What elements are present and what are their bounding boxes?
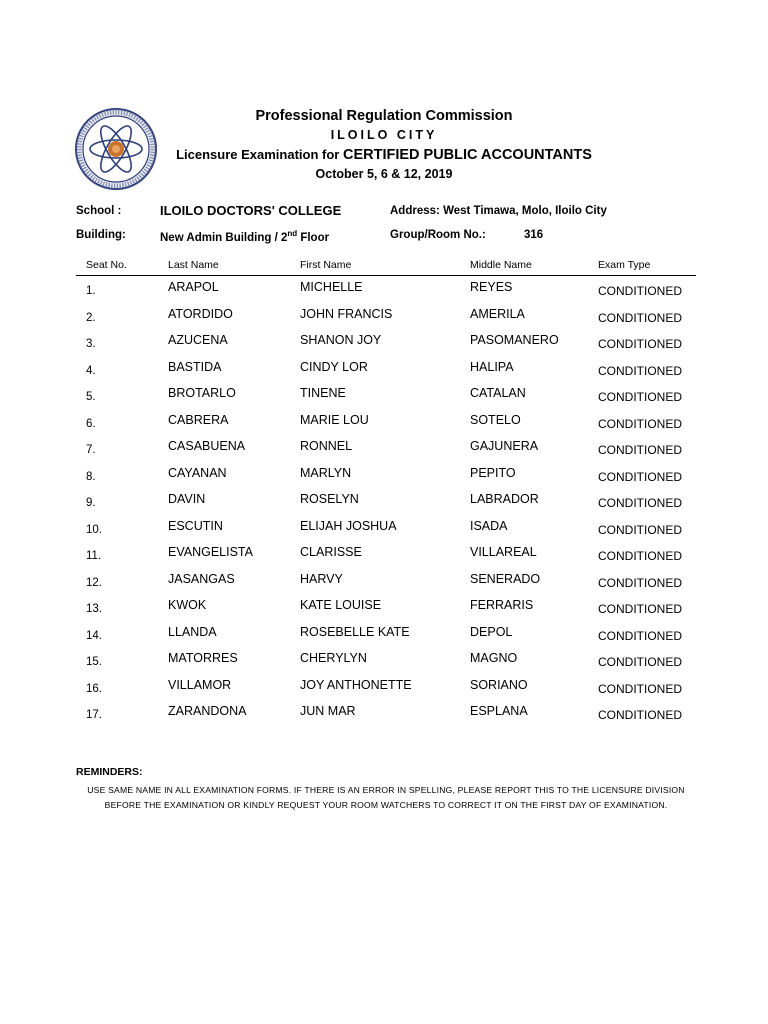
cell-seat-no: 5. [86,391,96,403]
cell-exam-type: CONDITIONED [598,602,682,616]
cell-middle-name: LABRADOR [470,492,539,506]
exam-name: CERTIFIED PUBLIC ACCOUNTANTS [342,147,592,163]
cell-first-name: CINDY LOR [300,359,368,374]
table-row [76,647,696,674]
cell-exam-type: CONDITIONED [598,628,682,643]
table-row [76,621,696,648]
header-first-name: First Name [300,259,352,271]
cell-last-name: ARAPOL [168,280,219,294]
cell-seat-no: 6. [86,417,96,430]
cell-last-name: BASTIDA [168,359,222,374]
cell-first-name: SHANON JOY [300,333,382,347]
cell-middle-name: PEPITO [470,465,516,480]
school-label: School : [76,205,122,217]
cell-middle-name: REYES [470,280,513,294]
cell-first-name: ELIJAH JOSHUA [300,518,397,533]
cell-seat-no: 13. [86,603,102,615]
cell-seat-no: 2. [86,311,96,324]
cell-first-name: ROSELYN [300,492,359,506]
cell-last-name: CASABUENA [168,439,246,453]
cell-seat-no: 15. [86,656,102,668]
cell-first-name: MARIE LOU [300,412,369,427]
cell-last-name: JASANGAS [168,571,235,586]
cell-middle-name: MAGNO [470,651,518,665]
cell-middle-name: HALIPA [470,359,514,374]
cell-exam-type: CONDITIONED [598,416,682,431]
cell-last-name: ESCUTIN [168,518,223,533]
address [390,205,607,217]
cell-exam-type: CONDITIONED [598,337,682,351]
table-row [76,303,696,330]
cell-middle-name: GAJUNERA [470,439,539,453]
address-label: Address: [390,205,440,217]
building-value-main: New Admin Building / 2 [160,231,288,244]
cell-first-name: MARLYN [300,465,352,480]
cell-middle-name: FERRARIS [470,598,534,612]
cell-last-name: CABRERA [168,412,229,427]
table-row [76,515,696,542]
cell-exam-type: CONDITIONED [598,363,682,378]
exam-title [0,147,768,163]
building-value-post: Floor [297,231,330,244]
table-row [76,435,696,462]
cell-middle-name: ISADA [470,518,508,533]
cell-exam-type: CONDITIONED [598,708,682,722]
cell-last-name: ZARANDONA [168,704,247,718]
header-middle-name: Middle Name [470,259,532,271]
cell-middle-name: AMERILA [470,306,525,321]
examinee-table [76,257,696,727]
cell-seat-no: 16. [86,682,102,695]
room-label: Group/Room No.: [390,229,486,241]
cell-exam-type: CONDITIONED [598,522,682,537]
exam-prefix: Licensure Examination for [176,147,340,162]
exam-dates: October 5, 6 & 12, 2019 [315,167,453,181]
cell-exam-type: CONDITIONED [598,310,682,325]
cell-seat-no: 14. [86,629,102,642]
cell-last-name: KWOK [168,598,207,612]
reminder-line-1: USE SAME NAME IN ALL EXAMINATION FORMS. IF THERE IS AN ERROR IN SPELLING, PLEASE REPORT THIS TO THE LICENSURE DIVISION [87,785,685,795]
header-seat-no: Seat No. [86,259,127,271]
table-row [76,568,696,595]
header-exam-type: Exam Type [598,259,651,271]
cell-first-name: HARVY [300,571,343,586]
address-value: West Timawa, Molo, Iloilo City [443,205,607,217]
cell-first-name: JOHN FRANCIS [300,306,393,321]
cell-middle-name: DEPOL [470,624,513,639]
table-row [76,674,696,701]
cell-exam-type: CONDITIONED [598,469,682,484]
table-row [76,462,696,489]
city-title: ILOILO CITY [330,128,438,142]
cell-last-name: MATORRES [168,651,238,665]
building-label: Building: [76,229,126,241]
cell-middle-name: SOTELO [470,412,521,427]
cell-exam-type: CONDITIONED [598,390,682,404]
cell-middle-name: ESPLANA [470,704,528,718]
cell-seat-no: 8. [86,470,96,483]
cell-last-name: VILLAMOR [168,677,232,692]
cell-exam-type: CONDITIONED [598,496,682,510]
cell-seat-no: 17. [86,709,102,721]
room-value: 316 [524,229,544,241]
cell-seat-no: 3. [86,338,96,350]
commission-title: Professional Regulation Commission [255,108,513,124]
cell-exam-type: CONDITIONED [598,575,682,590]
cell-first-name: CLARISSE [300,545,362,559]
cell-middle-name: SORIANO [470,677,528,692]
building-value [160,229,329,244]
table-row [76,488,696,515]
reminders-text [76,783,696,813]
reminder-line-2: BEFORE THE EXAMINATION OR KINDLY REQUEST YOUR ROOM WATCHERS TO CORRECT IT ON THE FIRST DAY OF EXAMINATION. [104,800,668,810]
cell-seat-no: 1. [86,285,96,297]
school-value: ILOILO DOCTORS' COLLEGE [160,203,342,218]
cell-seat-no: 11. [86,550,102,562]
table-header [76,257,696,276]
table-row [76,356,696,383]
cell-last-name: EVANGELISTA [168,545,253,559]
table-row [76,276,696,303]
header-last-name: Last Name [168,259,219,271]
cell-middle-name: CATALAN [470,386,526,400]
cell-last-name: LLANDA [168,624,217,639]
cell-first-name: KATE LOUISE [300,598,382,612]
cell-exam-type: CONDITIONED [598,549,682,563]
table-row [76,329,696,356]
table-row [76,541,696,568]
cell-seat-no: 10. [86,523,102,536]
cell-exam-type: CONDITIONED [598,655,682,669]
cell-exam-type: CONDITIONED [598,284,682,298]
table-row [76,382,696,409]
cell-seat-no: 12. [86,576,102,589]
cell-exam-type: CONDITIONED [598,681,682,696]
reminders-title: REMINDERS: [76,766,143,778]
cell-middle-name: SENERADO [470,571,541,586]
cell-last-name: AZUCENA [168,333,228,347]
table-row [76,409,696,436]
cell-last-name: ATORDIDO [168,306,233,321]
table-row [76,700,696,727]
cell-seat-no: 7. [86,444,96,456]
cell-first-name: TINENE [300,386,346,400]
cell-first-name: CHERYLYN [300,651,367,665]
cell-last-name: DAVIN [168,492,206,506]
table-body [76,276,696,727]
cell-first-name: ROSEBELLE KATE [300,624,410,639]
cell-first-name: RONNEL [300,439,353,453]
cell-first-name: MICHELLE [300,280,363,294]
cell-middle-name: VILLAREAL [470,545,537,559]
cell-last-name: CAYANAN [168,465,227,480]
cell-last-name: BROTARLO [168,386,236,400]
cell-seat-no: 9. [86,497,96,509]
table-row [76,594,696,621]
cell-exam-type: CONDITIONED [598,443,682,457]
building-value-sup: nd [287,229,298,238]
cell-seat-no: 4. [86,364,96,377]
cell-middle-name: PASOMANERO [470,333,559,347]
cell-first-name: JUN MAR [300,704,356,718]
cell-first-name: JOY ANTHONETTE [300,677,412,692]
